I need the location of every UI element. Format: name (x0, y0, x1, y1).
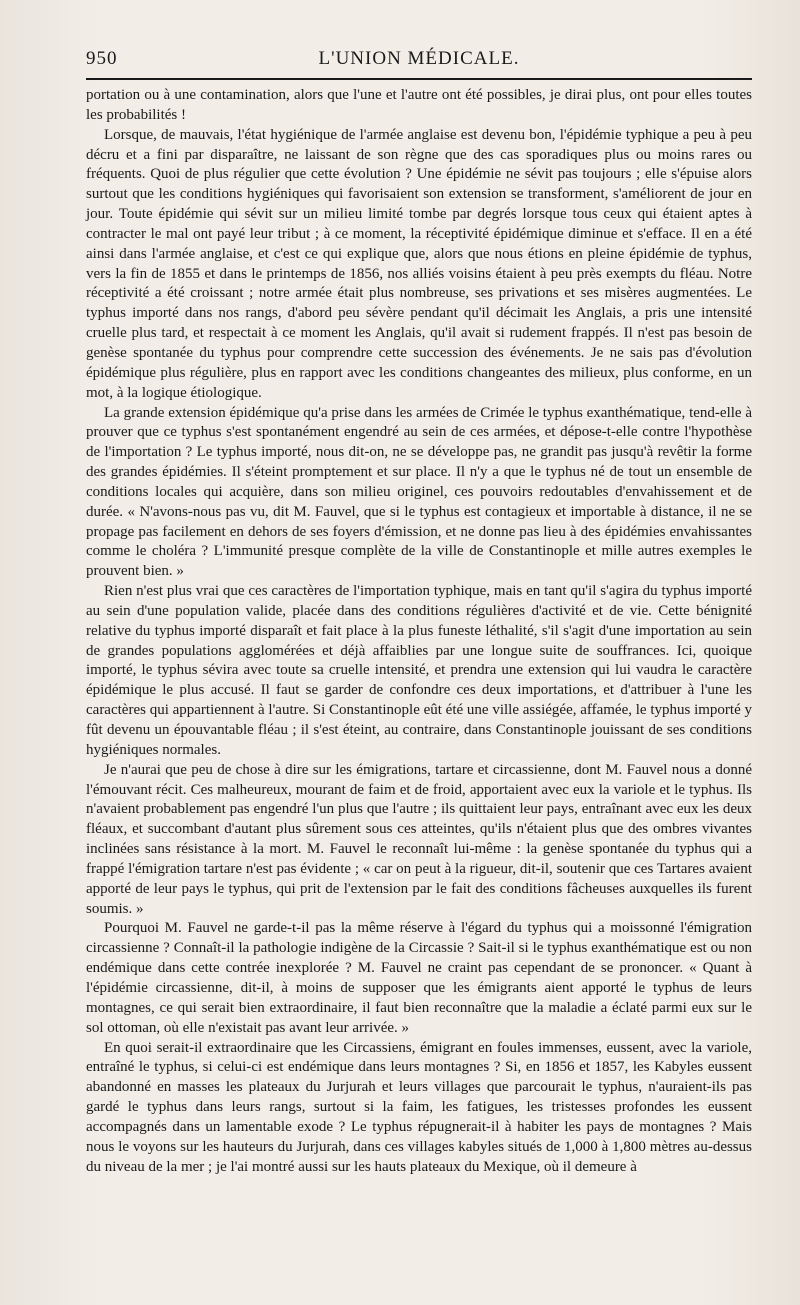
journal-title: L'UNION MÉDICALE. (318, 48, 520, 69)
page-number: 950 (86, 48, 118, 69)
page-header (86, 46, 752, 74)
paragraph: La grande extension épidémique qu'a prise dans les armées de Crimée le typhus exanthématique, tend-elle à prouver que ce typhus s'est spontanément engendré au sein de ces armées, et dépose-t-elle contre l'hypothèse de l'importation ? Le typhus importé, nous dit-on, ne se développe pas, ne grandit pas jusqu'à revêtir la forme des grandes épidémies. Il s'éteint promptement et sur place. Il n'y a que le typhus né de tout un ensemble de conditions locales qui acquière, dans son milieu originel, ces pouvoirs redoutables d'envahissement et de durée. « N'avons-nous pas vu, dit M. Fauvel, que si le typhus est contagieux et importable à distance, il ne se propage pas facilement en dehors de ses foyers d'émission, et ne donne pas lieu à des épidémies envahissantes comme le choléra ? L'immunité presque complète de la ville de Constantinople et mille autres exemples le prouvent bien. » (86, 404, 752, 580)
paragraph: Pourquoi M. Fauvel ne garde-t-il pas la même réserve à l'égard du typhus qui a moissonné l'émigration circassienne ? Connaît-il la pathologie indigène de la Circassie ? Sait-il si le typhus exanthématique est ou non endémique dans cette contrée inexplorée ? M. Fauvel ne craint pas cependant de se prononcer. « Quant à l'épidémie circassienne, dit-il, à moins de supposer que les émigrants aient apporté le typhus de leurs montagnes, ce qui serait bien extraordinaire, il faut bien reconnaître que la maladie a éclaté parmi eux sur le sol ottoman, où elle n'existait pas avant leur arrivée. » (86, 920, 752, 1036)
paragraph: En quoi serait-il extraordinaire que les Circassiens, émigrant en foules immenses, eussent, avec la variole, entraîné le typhus, si celui-ci est endémique dans leurs montagnes ? Si, en 1856 et 1857, les Kabyles eussent abandonné en masses les plateaux du Jurjurah et leurs villages que parcourait le typhus, n'auraient-ils pas gardé le typhus dans leurs rangs, surtout si la faim, les fatigues, les tristesses profondes les eussent accompagnés dans un lamentable exode ? Le typhus répugnerait-il à habiter les pays de montagnes ? Mais nous le voyons sur les hauteurs du Jurjurah, dans ces villages kabyles situés de 1,000 à 1,800 mètres au-dessus du niveau de la mer ; je l'ai montré aussi sur les hauts plateaux du Mexique, où il demeure à (86, 1039, 752, 1175)
body-text (86, 86, 752, 1177)
paragraph: Je n'aurai que peu de chose à dire sur les émigrations, tartare et circassienne, dont M. Fauvel nous a donné l'émouvant récit. Ces malheureux, mourant de faim et de froid, apportaient avec eux la variole et le typhus. Ils n'avaient probablement pas engendré l'un plus que l'autre ; ils quittaient leur pays, entraînant avec eux les deux fléaux, et succombant d'autant plus sûrement sous ces atteintes, qu'ils n'étaient plus que des ombres vivantes inclinées sans résistance à la mort. M. Fauvel le reconnaît lui-même : la genèse spontanée du typhus qui a frappé l'émigration tartare n'est pas évidente ; « car on peut à la rigueur, dit-il, soutenir que ces Tartares avaient apporté de leur pays le typhus, qui prit de l'extension par le fait des conditions fâcheuses auxquelles ils furent soumis. » (86, 761, 752, 917)
header-rule (86, 78, 752, 80)
paragraph: Rien n'est plus vrai que ces caractères de l'importation typhique, mais en tant qu'il s'agira du typhus importé au sein d'une population valide, placée dans des conditions régulières d'activité et de vie. Cette bénignité relative du typhus importé disparaît et fait place à la plus funeste léthalité, s'il s'agit d'une importation au sein de grandes populations agglomérées et déjà affaiblies par une longue suite de souffrances. Ici, quoique importé, le typhus sévira avec toute sa cruelle intensité, et prendra une extension qui lui vaudra le caractère épidémique le plus accusé. Il faut se garder de confondre ces deux importations, et d'attribuer à l'une les caractères qui appartiennent à l'autre. Si Constantinople eût été une ville assiégée, affamée, le typhus importé y fût devenu un épouvantable fléau ; il s'est éteint, au contraire, dans Constantinople jouissant de ses conditions hygiéniques normales. (86, 583, 752, 758)
paragraph: portation ou à une contamination, alors que l'une et l'autre ont été possibles, je dirai plus, ont pour elles toutes les probabilités ! (86, 87, 752, 123)
paragraph: Lorsque, de mauvais, l'état hygiénique de l'armée anglaise est devenu bon, l'épidémie typhique a peu à peu décru et a fini par disparaître, ne laissant de son règne que des cas sporadiques plus ou moins rares ou fréquents. Quoi de plus régulier que cette évolution ? Une épidémie ne sévit pas toujours ; elle s'épuise alors surtout que les conditions hygiéniques qui favorisaient son extension se transforment, s'améliorent de jour en jour. Toute épidémie qui sévit sur un milieu limité tombe par degrés lorsque tous ceux qui étaient aptes à contracter le mal ont payé leur tribut ; à ce moment, la réceptivité épidémique diminue et s'efface. Il en a été ainsi dans l'armée anglaise, et c'est ce qui explique que, alors que nous étions en pleine épidémie de typhus, vers la fin de 1855 et dans le printemps de 1856, nos alliés voisins étaient à peu près exempts du fléau. Notre réceptivité a été croissant ; notre armée était plus nombreuse, ses privations et ses misères augmentées. Le typhus importé dans nos rangs, d'abord peu sévère pendant qu'il décimait les Anglais, a pris une intensité cruelle plus tard, et respectait à ce moment les Anglais, qu'il avait si rudement frappés. Il n'est pas besoin de genèse spontanée du typhus pour comprendre cette succession des événements. Je ne sais pas d'évolution épidémique plus régulière, plus en rapport avec les conditions changeantes des milieux, plus conforme, en un mot, à la logique étiologique. (86, 126, 752, 401)
